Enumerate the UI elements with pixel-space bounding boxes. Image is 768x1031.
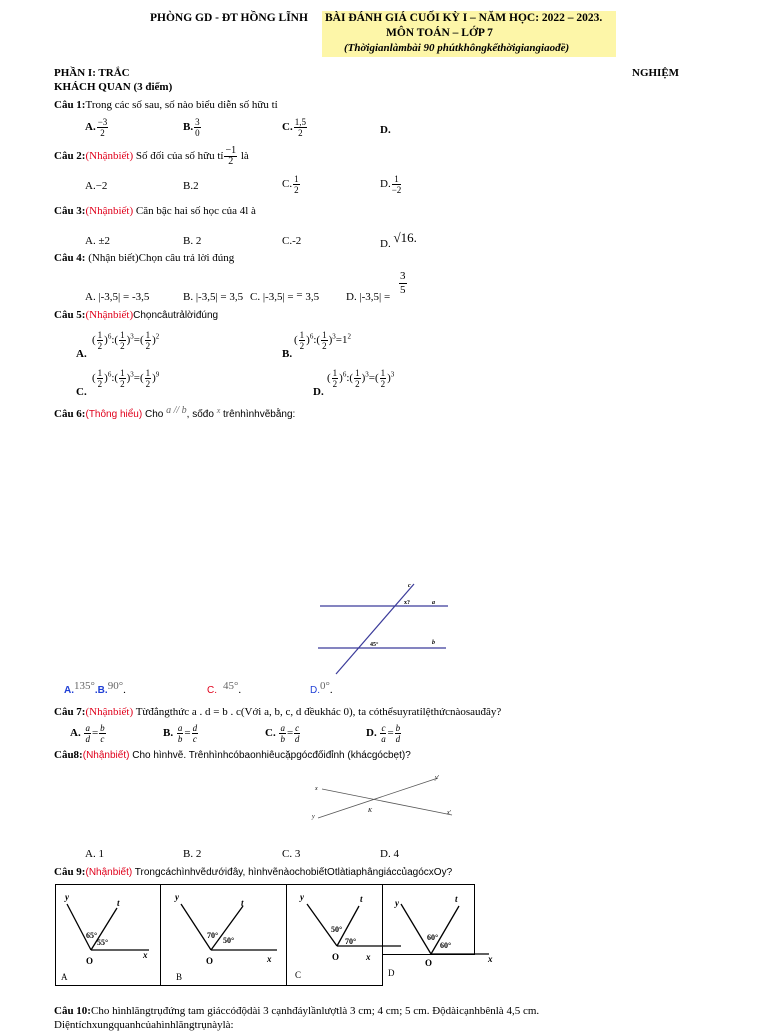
q3-option-b: B. 2: [183, 235, 202, 247]
q1-option-c: C. $\frac{1,5}{2}$: [282, 117, 306, 138]
q9-figure-c: [295, 892, 401, 980]
svg-text:O: O: [86, 956, 94, 966]
svg-text:O: O: [206, 956, 214, 966]
q8-label-x: x: [315, 786, 318, 792]
q4-option-c: C. |-3,5| = = 3,5: [250, 289, 320, 303]
svg-text:y: y: [395, 898, 399, 908]
svg-text:O: O: [332, 952, 340, 962]
time-note: (Thờigianlàmbài 90 phútkhôngkểthờigiangiaođề): [344, 42, 570, 54]
svg-text:D: D: [388, 968, 395, 978]
q8-option-a: A. 1: [85, 848, 104, 860]
q8-line-yy: [318, 778, 438, 818]
q2-option-d: D. $\frac{1}{-2}$: [380, 174, 402, 195]
q9-figures: [55, 884, 510, 986]
svg-text:70°: 70°: [345, 937, 357, 946]
q9-figure-b: [174, 892, 277, 982]
svg-text:C: C: [295, 970, 302, 980]
q1-option-d: D.: [380, 124, 391, 136]
q5-stem: Câu 5:(Nhậnbiết)Chọncâutrảlờiđúng: [54, 309, 219, 321]
q7-stem: Câu 7:(Nhậnbiết) Từđẳngthức a . d = b . c(Với a, b, c, d đềukhác 0), ta cóthểsuyratỉlệthứcnàosauđây?: [54, 706, 502, 718]
part1-title-cont: NGHIỆM: [632, 67, 680, 79]
q7-option-c: C. $\frac{a}{b}$ = $\frac{c}{d}$: [265, 723, 300, 744]
q9-figure-a: [61, 892, 149, 982]
q8-option-d: D. 4: [380, 848, 399, 860]
q4-stem: Câu 4: (Nhận biết)Chọn câu trả lời đúng: [54, 252, 235, 264]
q7-option-d: D. $\frac{c}{a}$ = $\frac{b}{d}$: [366, 723, 401, 744]
svg-text:t: t: [455, 894, 458, 904]
q1-stem: Câu 1:Trong các số sau, số nào biểu diễn số hữu tỉ: [54, 99, 278, 111]
q5-option-a-expr: ( $\frac{1}{2}$ )$^6$:( $\frac{1}{2}$ )$^3$=( $\frac{1}{2}$ )$^2$: [92, 330, 160, 351]
q5-option-b-label: B.: [282, 348, 293, 360]
q6-figure: [312, 578, 452, 678]
q6-line-c: [336, 584, 414, 674]
q5-option-d-expr: ( $\frac{1}{2}$ )$^6$:( $\frac{1}{2}$ )$^3$=( $\frac{1}{2}$ )$^3$: [327, 368, 395, 389]
q8-label-x2: x': [447, 810, 451, 816]
q6-label-angle: 45°: [370, 642, 379, 648]
q9-stem: Câu 9:(Nhậnbiết) Trongcáchìnhvẽdướiđây, hìnhvẽnàochobiếtOtlàtiaphângiáccủagócxOy?: [54, 866, 453, 878]
q4-option-a: A. |-3,5| = -3,5: [85, 291, 150, 303]
svg-text:y: y: [65, 892, 69, 902]
q4-option-d-frac: $\frac{3}{5}$: [400, 270, 406, 296]
svg-text:y: y: [300, 892, 304, 902]
q6-label-x: x?: [404, 600, 410, 606]
svg-text:O: O: [425, 958, 433, 968]
q8-figure: [308, 770, 458, 826]
q2-stem: Câu 2:(Nhậnbiết) Số đối của số hữu tỉ $\frac{-1}{2}$ là: [54, 145, 249, 167]
svg-text:t: t: [241, 898, 244, 908]
q1-option-a: A. $\frac{-3}{2}$: [85, 117, 108, 138]
svg-text:60°: 60°: [427, 933, 439, 942]
q7-option-b: B. $\frac{a}{b}$ = $\frac{d}{c}$: [163, 723, 198, 744]
svg-text:70°: 70°: [207, 931, 219, 940]
q5-option-d-label: D.: [313, 386, 324, 398]
school-name: PHÒNG GD - ĐT HỒNG LĨNH: [150, 12, 308, 24]
q6-option-c: C. 45°.: [207, 680, 242, 696]
q5-option-a-label: A.: [76, 348, 87, 360]
q6-label-c: c: [408, 583, 411, 589]
q5-option-c-expr: ( $\frac{1}{2}$ )$^6$:( $\frac{1}{2}$ )$^3$=( $\frac{1}{2}$ )$^9$: [92, 368, 160, 389]
q8-stem: Câu8:(Nhậnbiết) Cho hìnhvẽ. Trênhìnhcóbaonhiêucặpgócđốiđỉnh (khácgócbẹt)?: [54, 749, 411, 761]
svg-text:55°: 55°: [97, 938, 109, 947]
exam-title: BÀI ĐÁNH GIÁ CUỐI KỲ I – NĂM HỌC: 2022 – 2023.: [325, 12, 603, 24]
svg-text:x: x: [267, 954, 272, 964]
q3-option-a: A. ±2: [85, 235, 110, 247]
svg-text:65°: 65°: [86, 931, 98, 940]
q9-box-d: [383, 885, 475, 955]
q8-label-y: y: [312, 814, 315, 820]
q8-line-xx: [322, 789, 452, 815]
q10-stem-cut: Diệntíchxungquanhcủahìnhlăngtrụnàylà:: [54, 1019, 234, 1031]
q2-option-b: B.2: [183, 180, 199, 192]
q6-option-d: D.0°.: [310, 680, 333, 696]
q2-option-c: C. $\frac{1}{2}$: [282, 174, 299, 195]
q5-option-b-expr: ( $\frac{1}{2}$ )$^6$:( $\frac{1}{2}$ )$^3=1^2$: [294, 330, 351, 351]
q6-label-a: a: [432, 600, 435, 606]
q8-option-c: C. 3: [282, 848, 301, 860]
svg-text:x: x: [366, 952, 371, 962]
q4-option-b: B. |-3,5| = 3,5: [183, 291, 244, 303]
q3-option-c: C.-2: [282, 235, 302, 247]
subject-title: MÔN TOÁN – LỚP 7: [386, 27, 493, 39]
svg-text:B: B: [176, 972, 183, 982]
q8-label-y2: y': [435, 775, 439, 781]
part1-subtitle: KHÁCH QUAN (3 điểm): [54, 81, 173, 93]
q6-label-b: b: [432, 640, 435, 646]
q3-option-d: D. √16.: [380, 230, 417, 250]
q8-option-b: B. 2: [183, 848, 202, 860]
q3-stem: Câu 3:(Nhậnbiết) Căn bậc hai số học của 4l à: [54, 205, 256, 217]
q1-option-b: B. $\frac{3}{0}$: [183, 117, 200, 138]
q2-option-a: A.−2: [85, 180, 108, 192]
q6-option-a: A.135°.B.90°.: [64, 680, 126, 696]
svg-text:x: x: [488, 954, 493, 964]
svg-text:A: A: [61, 972, 68, 982]
q9-box-a: [56, 885, 161, 986]
q4-option-d: D. |-3,5| =: [346, 291, 391, 303]
svg-text:x: x: [143, 950, 148, 960]
part1-title: PHẦN I: TRẮC: [54, 67, 130, 79]
svg-text:t: t: [117, 898, 120, 908]
q9-box-b: [161, 885, 287, 986]
q10-stem: Câu 10:Cho hìnhlăngtrụđứng tam giáccóđộdài 3 cạnhđáylầnlượtlà 3 cm; 4 cm; 5 cm. Độdàicạnhbênlà 4,5 cm.: [54, 1005, 540, 1017]
svg-text:t: t: [360, 894, 363, 904]
svg-text:60°: 60°: [440, 941, 452, 950]
svg-text:50°: 50°: [223, 936, 235, 945]
svg-text:y: y: [175, 892, 179, 902]
svg-text:50°: 50°: [331, 925, 343, 934]
q9-figure-d: [388, 894, 493, 978]
q7-option-a: A. $\frac{a}{d}$ = $\frac{b}{c}$: [70, 723, 105, 744]
q5-option-c-label: C.: [76, 386, 87, 398]
q8-label-k: K: [368, 808, 373, 814]
q6-stem: Câu 6:(Thông hiểu) Cho a // b, sốđo $^x$ trênhìnhvẽbằng:: [54, 405, 296, 420]
